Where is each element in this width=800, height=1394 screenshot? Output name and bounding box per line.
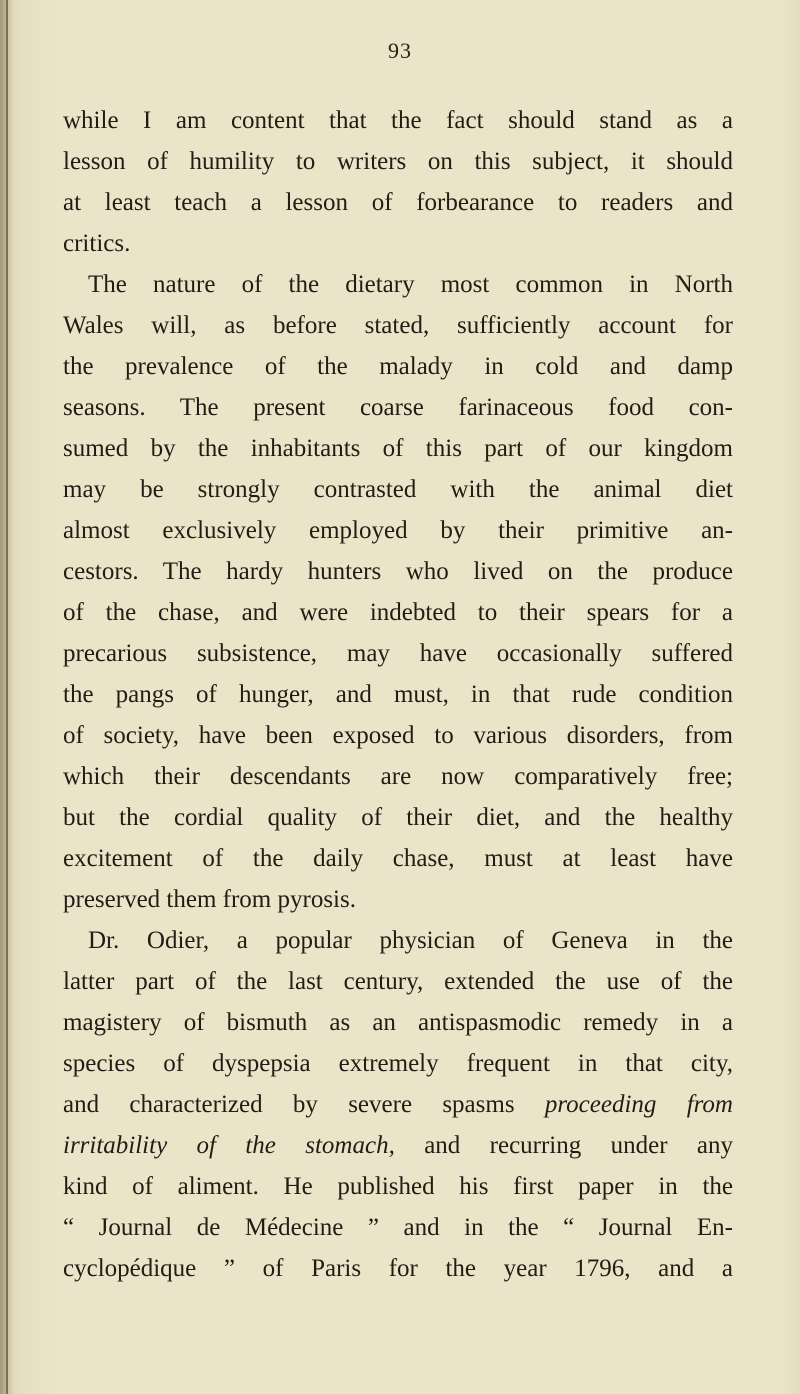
italic-phrase: proceeding from <box>544 1091 733 1118</box>
text-line: of the chase, and were indebted to their spears for a <box>63 599 733 626</box>
text-line: may be strongly contrasted with the animal diet <box>63 476 733 503</box>
page-number: 93 <box>388 38 412 63</box>
page-binding-edge <box>6 0 8 1394</box>
text-line: precarious subsistence, may have occasionally suffered <box>63 640 733 667</box>
text-line: while I am content that the fact should stand as a <box>63 107 733 134</box>
text-line: preserved them from pyrosis. <box>63 886 356 913</box>
text-line: kind of aliment. He published his first paper in the <box>63 1173 733 1200</box>
text-line: critics. <box>63 230 131 257</box>
text-line: cyclopédique ” of Paris for the year 1796, and a <box>63 1255 733 1282</box>
roman-text: and recurring under any <box>394 1132 733 1159</box>
text-line: the prevalence of the malady in cold and damp <box>63 353 733 380</box>
text-line: which their descendants are now comparatively free; <box>63 763 733 790</box>
text-line: excitement of the daily chase, must at least have <box>63 845 733 872</box>
text-line: Wales will, as before stated, sufficiently account for <box>63 312 733 339</box>
text-line: the pangs of hunger, and must, in that rude condition <box>63 681 733 708</box>
text-line <box>63 1084 733 1125</box>
text-line: sumed by the inhabitants of this part of our kingdom <box>63 435 733 462</box>
text-line: Dr. Odier, a popular physician of Geneva in the <box>88 927 733 954</box>
text-line <box>63 1125 733 1166</box>
body-text <box>63 100 733 1289</box>
text-line: seasons. The present coarse farinaceous food con- <box>63 394 733 421</box>
text-line: but the cordial quality of their diet, and the healthy <box>63 804 733 831</box>
text-line: cestors. The hardy hunters who lived on the produce <box>63 558 733 585</box>
text-line: of society, have been exposed to various disorders, from <box>63 722 733 749</box>
text-line: lesson of humility to writers on this subject, it should <box>63 148 733 175</box>
text-line: almost exclusively employed by their primitive an- <box>63 517 733 544</box>
text-line: species of dyspepsia extremely frequent in that city, <box>63 1050 733 1077</box>
italic-phrase: irritability of the stomach, <box>63 1132 395 1159</box>
roman-text: and characterized by severe spasms <box>63 1091 545 1118</box>
text-line: The nature of the dietary most common in North <box>88 271 733 298</box>
text-line: at least teach a lesson of forbearance to readers and <box>63 189 733 216</box>
text-line: “ Journal de Médecine ” and in the “ Journal En- <box>63 1214 733 1241</box>
text-line: magistery of bismuth as an antispasmodic remedy in a <box>63 1009 733 1036</box>
text-line: latter part of the last century, extended the use of the <box>63 968 733 995</box>
